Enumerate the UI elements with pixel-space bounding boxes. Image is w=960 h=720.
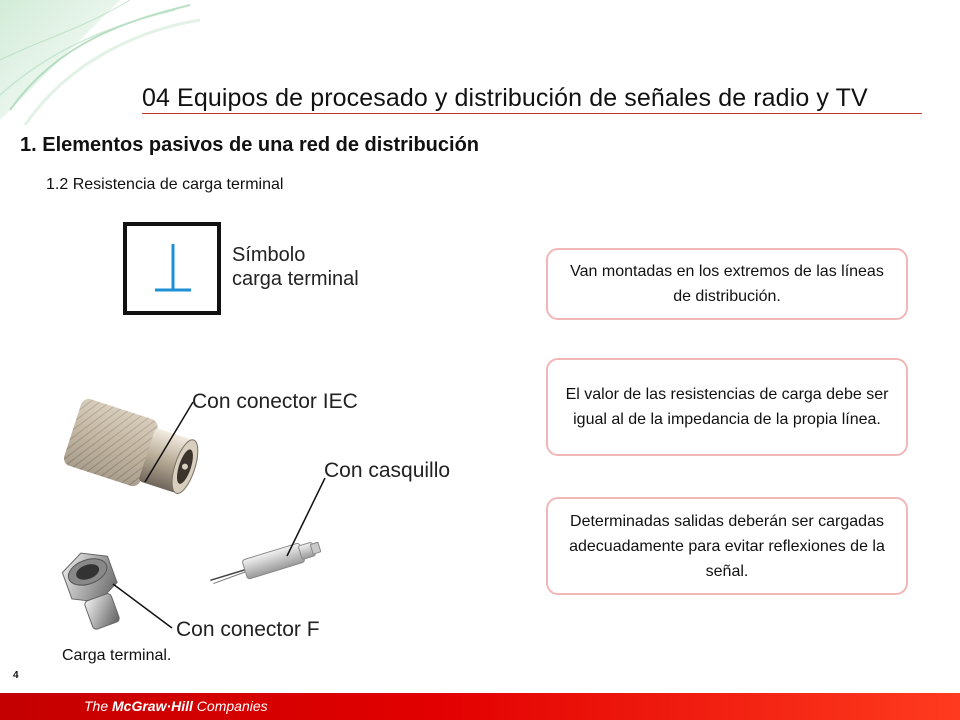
- page-number: 4: [13, 670, 19, 681]
- symbol-label-line1: Símbolo: [232, 244, 306, 266]
- callout-f-label: Con conector F: [176, 618, 320, 641]
- subsection-heading: 1.2 Resistencia de carga terminal: [46, 176, 284, 193]
- section-heading: 1. Elementos pasivos de una red de distribución: [20, 134, 480, 156]
- publisher-logo: [84, 698, 268, 714]
- info-box-impedancia: [546, 358, 908, 456]
- slide-title: 04 Equipos de procesado y distribución de señales de radio y TV: [142, 84, 868, 112]
- symbol-label-line2: carga terminal: [232, 268, 359, 290]
- callout-iec-label: Con conector IEC: [192, 390, 358, 413]
- logo-prefix: The: [84, 698, 113, 714]
- figure-caption: Carga terminal.: [62, 647, 172, 664]
- footer-bar: [0, 693, 960, 720]
- info-box-text: Determinadas salidas deberán ser cargadas adecuadamente para evitar reflexiones de la señal.: [569, 512, 885, 580]
- logo-suffix: Companies: [192, 698, 268, 714]
- info-box-reflexiones: [546, 497, 908, 595]
- info-box-text: Van montadas en los extremos de las líneas de distribución.: [570, 263, 884, 305]
- logo-brand: McGraw·Hill: [112, 698, 193, 714]
- info-box-text: El valor de las resistencias de carga debe ser igual al de la impedancia de la propia línea.: [565, 386, 889, 428]
- callout-casquillo-label: Con casquillo: [324, 459, 451, 482]
- info-box-extremos: [546, 248, 908, 320]
